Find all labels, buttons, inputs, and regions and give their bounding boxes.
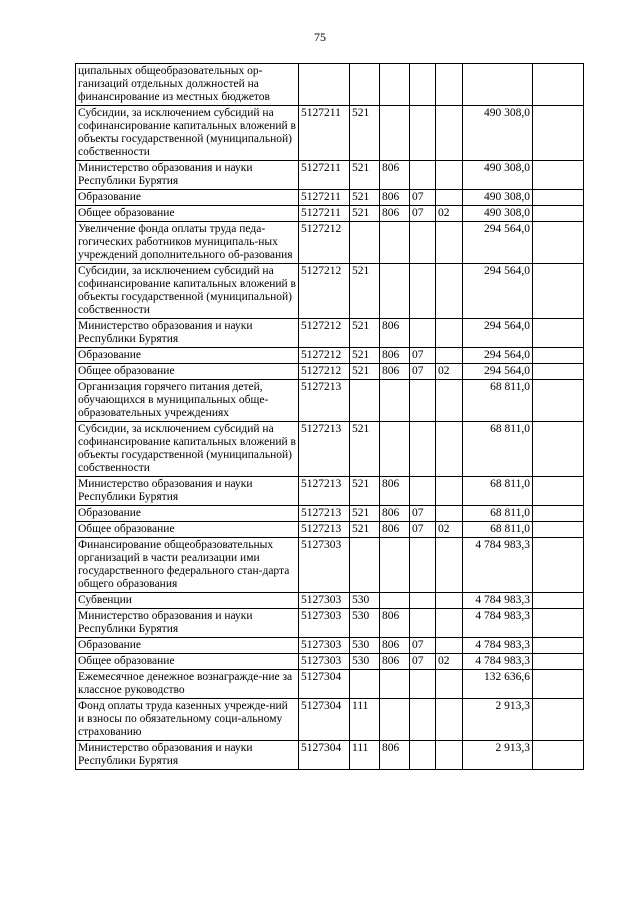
cell-expense-type: 521 (350, 106, 380, 161)
cell-sum: 294 564,0 (463, 264, 533, 319)
cell-subsection: 02 (436, 206, 463, 222)
cell-expense-type: 521 (350, 319, 380, 348)
cell-sum: 132 636,6 (463, 670, 533, 699)
cell-subsection (436, 64, 463, 106)
cell-section (410, 699, 436, 741)
cell-department: 806 (380, 364, 410, 380)
table-row (76, 741, 584, 770)
cell-sum: 490 308,0 (463, 206, 533, 222)
cell-target-article: 5127211 (299, 106, 350, 161)
table-row (76, 638, 584, 654)
cell-expense-type: 530 (350, 654, 380, 670)
cell-section (410, 264, 436, 319)
table-row (76, 593, 584, 609)
cell-section: 07 (410, 522, 436, 538)
cell-name: Общее образование (76, 522, 299, 538)
table-row (76, 348, 584, 364)
cell-extra (533, 670, 584, 699)
cell-department: 806 (380, 506, 410, 522)
cell-extra (533, 264, 584, 319)
cell-subsection: 02 (436, 522, 463, 538)
cell-department (380, 538, 410, 593)
cell-name: Общее образование (76, 364, 299, 380)
cell-department: 806 (380, 638, 410, 654)
cell-expense-type: 521 (350, 477, 380, 506)
cell-name: ципальных общеобразовательных ор-ганизаций отдельных должностей на финансирование из местных бюджетов (76, 64, 299, 106)
page-number: 75 (314, 30, 326, 44)
cell-section: 07 (410, 654, 436, 670)
cell-department (380, 422, 410, 477)
cell-name: Организация горячего питания детей, обучающихся в муниципальных обще-образовательных учреждениях (76, 380, 299, 422)
cell-name: Министерство образования и науки Республики Бурятия (76, 161, 299, 190)
cell-extra (533, 741, 584, 770)
cell-sum: 294 564,0 (463, 319, 533, 348)
table-row (76, 364, 584, 380)
cell-section (410, 670, 436, 699)
cell-name: Общее образование (76, 654, 299, 670)
cell-sum: 4 784 983,3 (463, 538, 533, 593)
cell-expense-type: 521 (350, 161, 380, 190)
cell-name: Субвенции (76, 593, 299, 609)
cell-extra (533, 206, 584, 222)
cell-section (410, 222, 436, 264)
cell-expense-type (350, 538, 380, 593)
cell-target-article: 5127213 (299, 477, 350, 506)
cell-subsection (436, 609, 463, 638)
cell-expense-type: 530 (350, 638, 380, 654)
cell-extra (533, 609, 584, 638)
cell-sum: 68 811,0 (463, 522, 533, 538)
cell-department: 806 (380, 477, 410, 506)
cell-name: Образование (76, 190, 299, 206)
cell-name: Субсидии, за исключением субсидий на софинансирование капитальных вложений в объекты государственной (муниципальной) собственности (76, 264, 299, 319)
cell-expense-type: 521 (350, 506, 380, 522)
cell-department: 806 (380, 190, 410, 206)
cell-sum: 68 811,0 (463, 477, 533, 506)
cell-subsection: 02 (436, 654, 463, 670)
cell-department (380, 106, 410, 161)
cell-subsection (436, 190, 463, 206)
cell-expense-type: 521 (350, 348, 380, 364)
cell-name: Фонд оплаты труда казенных учрежде-ний и взносы по обязательному соци-альному страхованию (76, 699, 299, 741)
cell-target-article: 5127303 (299, 638, 350, 654)
cell-expense-type: 521 (350, 190, 380, 206)
cell-name: Министерство образования и науки Республики Бурятия (76, 609, 299, 638)
cell-name: Общее образование (76, 206, 299, 222)
table-row (76, 609, 584, 638)
cell-department (380, 264, 410, 319)
cell-expense-type: 521 (350, 422, 380, 477)
cell-department (380, 380, 410, 422)
table-row (76, 654, 584, 670)
table-row (76, 64, 584, 106)
cell-extra (533, 654, 584, 670)
cell-section (410, 422, 436, 477)
cell-target-article: 5127213 (299, 522, 350, 538)
cell-target-article: 5127304 (299, 741, 350, 770)
cell-section: 07 (410, 506, 436, 522)
cell-section (410, 161, 436, 190)
cell-expense-type: 530 (350, 593, 380, 609)
cell-name: Образование (76, 506, 299, 522)
table-row (76, 522, 584, 538)
cell-target-article: 5127212 (299, 364, 350, 380)
table-row (76, 699, 584, 741)
cell-subsection (436, 161, 463, 190)
cell-sum: 4 784 983,3 (463, 638, 533, 654)
cell-department: 806 (380, 161, 410, 190)
cell-subsection (436, 477, 463, 506)
table-row (76, 222, 584, 264)
cell-subsection (436, 593, 463, 609)
table-row (76, 506, 584, 522)
table-row (76, 319, 584, 348)
cell-extra (533, 477, 584, 506)
cell-name: Субсидии, за исключением субсидий на софинансирование капитальных вложений в объекты государственной (муниципальной) собственности (76, 422, 299, 477)
table-row (76, 190, 584, 206)
cell-extra (533, 506, 584, 522)
cell-sum: 68 811,0 (463, 380, 533, 422)
cell-name: Министерство образования и науки Республики Бурятия (76, 477, 299, 506)
cell-expense-type (350, 222, 380, 264)
cell-section: 07 (410, 364, 436, 380)
cell-subsection (436, 506, 463, 522)
cell-extra (533, 638, 584, 654)
table-row (76, 422, 584, 477)
cell-sum: 490 308,0 (463, 106, 533, 161)
cell-subsection (436, 638, 463, 654)
cell-name: Увеличение фонда оплаты труда педа-гогических работников муниципаль-ных учреждений дополнительного об-разования (76, 222, 299, 264)
cell-department (380, 222, 410, 264)
cell-section (410, 64, 436, 106)
cell-department: 806 (380, 522, 410, 538)
cell-subsection (436, 741, 463, 770)
cell-section (410, 106, 436, 161)
cell-target-article: 5127212 (299, 264, 350, 319)
cell-target-article: 5127304 (299, 670, 350, 699)
cell-subsection (436, 222, 463, 264)
cell-extra (533, 64, 584, 106)
cell-department (380, 593, 410, 609)
table-row (76, 206, 584, 222)
cell-target-article: 5127213 (299, 380, 350, 422)
cell-expense-type: 521 (350, 206, 380, 222)
cell-name: Ежемесячное денежное вознагражде-ние за классное руководство (76, 670, 299, 699)
cell-subsection (436, 264, 463, 319)
budget-table (75, 63, 584, 770)
cell-department: 806 (380, 206, 410, 222)
cell-expense-type: 111 (350, 741, 380, 770)
cell-sum: 4 784 983,3 (463, 593, 533, 609)
cell-target-article: 5127212 (299, 319, 350, 348)
cell-name: Образование (76, 638, 299, 654)
cell-expense-type: 521 (350, 364, 380, 380)
cell-expense-type (350, 380, 380, 422)
table-row (76, 106, 584, 161)
cell-subsection (436, 422, 463, 477)
cell-target-article: 5127303 (299, 654, 350, 670)
cell-subsection (436, 106, 463, 161)
cell-expense-type (350, 670, 380, 699)
cell-sum: 294 564,0 (463, 348, 533, 364)
cell-extra (533, 593, 584, 609)
cell-section (410, 319, 436, 348)
cell-section (410, 609, 436, 638)
cell-sum: 2 913,3 (463, 699, 533, 741)
cell-department: 806 (380, 609, 410, 638)
cell-target-article: 5127213 (299, 422, 350, 477)
cell-target-article: 5127303 (299, 609, 350, 638)
cell-department (380, 64, 410, 106)
cell-extra (533, 538, 584, 593)
cell-sum: 4 784 983,3 (463, 609, 533, 638)
cell-department: 806 (380, 348, 410, 364)
cell-target-article: 5127211 (299, 206, 350, 222)
cell-extra (533, 190, 584, 206)
cell-extra (533, 699, 584, 741)
cell-extra (533, 319, 584, 348)
table-row (76, 477, 584, 506)
table-row (76, 264, 584, 319)
cell-target-article: 5127303 (299, 593, 350, 609)
cell-section (410, 593, 436, 609)
cell-section: 07 (410, 190, 436, 206)
cell-department: 806 (380, 654, 410, 670)
cell-extra (533, 222, 584, 264)
cell-sum: 4 784 983,3 (463, 654, 533, 670)
cell-extra (533, 522, 584, 538)
cell-subsection (436, 380, 463, 422)
cell-section (410, 380, 436, 422)
table-body (76, 64, 584, 770)
cell-section (410, 477, 436, 506)
cell-section (410, 741, 436, 770)
cell-extra (533, 348, 584, 364)
cell-name: Субсидии, за исключением субсидий на софинансирование капитальных вложений в объекты государственной (муниципальной) собственности (76, 106, 299, 161)
cell-department: 806 (380, 319, 410, 348)
cell-extra (533, 422, 584, 477)
cell-name: Образование (76, 348, 299, 364)
cell-extra (533, 380, 584, 422)
cell-target-article (299, 64, 350, 106)
cell-section (410, 538, 436, 593)
cell-extra (533, 364, 584, 380)
cell-department (380, 670, 410, 699)
cell-expense-type (350, 64, 380, 106)
cell-extra (533, 161, 584, 190)
cell-target-article: 5127211 (299, 190, 350, 206)
cell-sum: 2 913,3 (463, 741, 533, 770)
cell-section: 07 (410, 348, 436, 364)
cell-sum: 68 811,0 (463, 506, 533, 522)
cell-expense-type: 521 (350, 264, 380, 319)
cell-name: Министерство образования и науки Республики Бурятия (76, 319, 299, 348)
cell-name: Финансирование общеобразовательных организаций в части реализации ими государственного федерального стан-дарта общего образования (76, 538, 299, 593)
cell-sum: 490 308,0 (463, 161, 533, 190)
cell-name: Министерство образования и науки Республики Бурятия (76, 741, 299, 770)
cell-target-article: 5127304 (299, 699, 350, 741)
cell-expense-type: 530 (350, 609, 380, 638)
cell-subsection (436, 348, 463, 364)
cell-sum: 294 564,0 (463, 222, 533, 264)
cell-department: 806 (380, 741, 410, 770)
cell-subsection (436, 670, 463, 699)
cell-target-article: 5127212 (299, 222, 350, 264)
cell-subsection: 02 (436, 364, 463, 380)
cell-department (380, 699, 410, 741)
cell-subsection (436, 538, 463, 593)
table-row (76, 670, 584, 699)
cell-sum: 68 811,0 (463, 422, 533, 477)
cell-sum: 490 308,0 (463, 190, 533, 206)
cell-target-article: 5127212 (299, 348, 350, 364)
cell-target-article: 5127303 (299, 538, 350, 593)
cell-sum (463, 64, 533, 106)
cell-section: 07 (410, 638, 436, 654)
cell-sum: 294 564,0 (463, 364, 533, 380)
table-row (76, 538, 584, 593)
cell-extra (533, 106, 584, 161)
cell-subsection (436, 699, 463, 741)
cell-target-article: 5127213 (299, 506, 350, 522)
table-row (76, 380, 584, 422)
cell-expense-type: 521 (350, 522, 380, 538)
cell-section: 07 (410, 206, 436, 222)
cell-subsection (436, 319, 463, 348)
cell-expense-type: 111 (350, 699, 380, 741)
table-row (76, 161, 584, 190)
cell-target-article: 5127211 (299, 161, 350, 190)
